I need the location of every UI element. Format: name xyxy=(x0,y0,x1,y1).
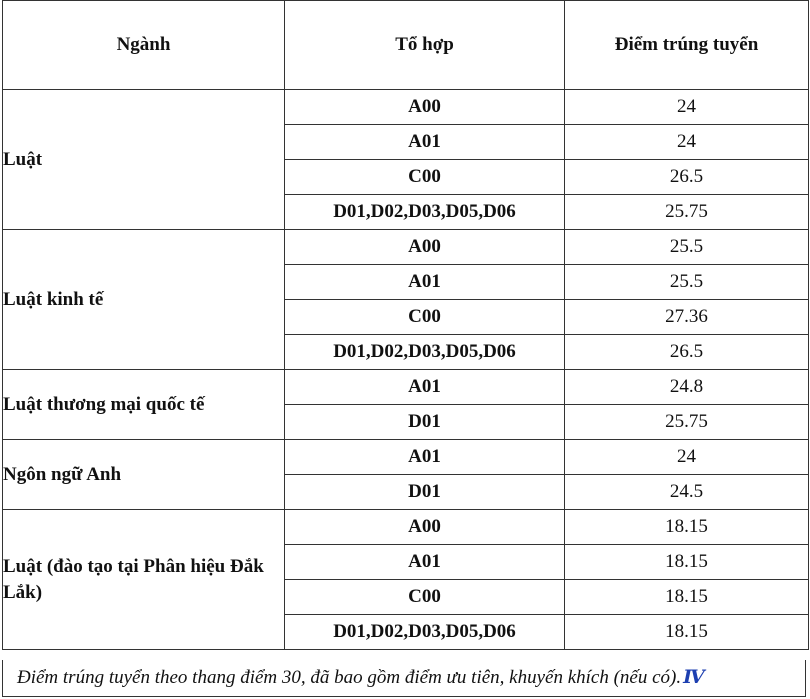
combination-cell: C00 xyxy=(285,160,565,195)
table-row xyxy=(3,440,809,475)
combination-cell: C00 xyxy=(285,300,565,335)
footnote-text: Điểm trúng tuyển theo thang điểm 30, đã bao gồm điểm ưu tiên, khuyến khích (nếu có). xyxy=(17,667,682,688)
score-cell: 18.15 xyxy=(565,510,809,545)
header-score: Điểm trúng tuyển xyxy=(565,1,809,90)
header-row xyxy=(3,1,809,90)
combination-cell: A00 xyxy=(285,90,565,125)
major-cell: Luật xyxy=(3,90,285,230)
major-cell: Luật thương mại quốc tế xyxy=(3,370,285,440)
header-combination: Tổ hợp xyxy=(285,1,565,90)
score-cell: 18.15 xyxy=(565,615,809,650)
combination-cell: D01,D02,D03,D05,D06 xyxy=(285,335,565,370)
score-cell: 24 xyxy=(565,440,809,475)
table-row xyxy=(3,510,809,545)
score-cell: 26.5 xyxy=(565,335,809,370)
table-row xyxy=(3,230,809,265)
score-cell: 25.5 xyxy=(565,265,809,300)
score-cell: 25.75 xyxy=(565,405,809,440)
score-cell: 27.36 xyxy=(565,300,809,335)
score-cell: 24 xyxy=(565,90,809,125)
score-cell: 18.15 xyxy=(565,545,809,580)
footnote xyxy=(2,660,806,697)
combination-cell: A01 xyxy=(285,440,565,475)
combination-cell: A01 xyxy=(285,370,565,405)
combination-cell: A01 xyxy=(285,265,565,300)
major-cell: Luật kinh tế xyxy=(3,230,285,370)
score-cell: 26.5 xyxy=(565,160,809,195)
combination-cell: A01 xyxy=(285,545,565,580)
table-row xyxy=(3,370,809,405)
score-cell: 25.5 xyxy=(565,230,809,265)
combination-cell: D01,D02,D03,D05,D06 xyxy=(285,195,565,230)
handwritten-initials: Ⅳ xyxy=(683,667,705,688)
combination-cell: D01 xyxy=(285,405,565,440)
table-body xyxy=(3,90,809,650)
combination-cell: A00 xyxy=(285,510,565,545)
score-cell: 18.15 xyxy=(565,580,809,615)
combination-cell: A00 xyxy=(285,230,565,265)
combination-cell: A01 xyxy=(285,125,565,160)
score-cell: 24.8 xyxy=(565,370,809,405)
score-cell: 25.75 xyxy=(565,195,809,230)
score-cell: 24 xyxy=(565,125,809,160)
table-row xyxy=(3,90,809,125)
combination-cell: D01,D02,D03,D05,D06 xyxy=(285,615,565,650)
combination-cell: C00 xyxy=(285,580,565,615)
major-cell: Luật (đào tạo tại Phân hiệu Đắk Lắk) xyxy=(3,510,285,650)
admission-scores-table xyxy=(2,0,809,650)
header-major: Ngành xyxy=(3,1,285,90)
score-cell: 24.5 xyxy=(565,475,809,510)
combination-cell: D01 xyxy=(285,475,565,510)
major-cell: Ngôn ngữ Anh xyxy=(3,440,285,510)
